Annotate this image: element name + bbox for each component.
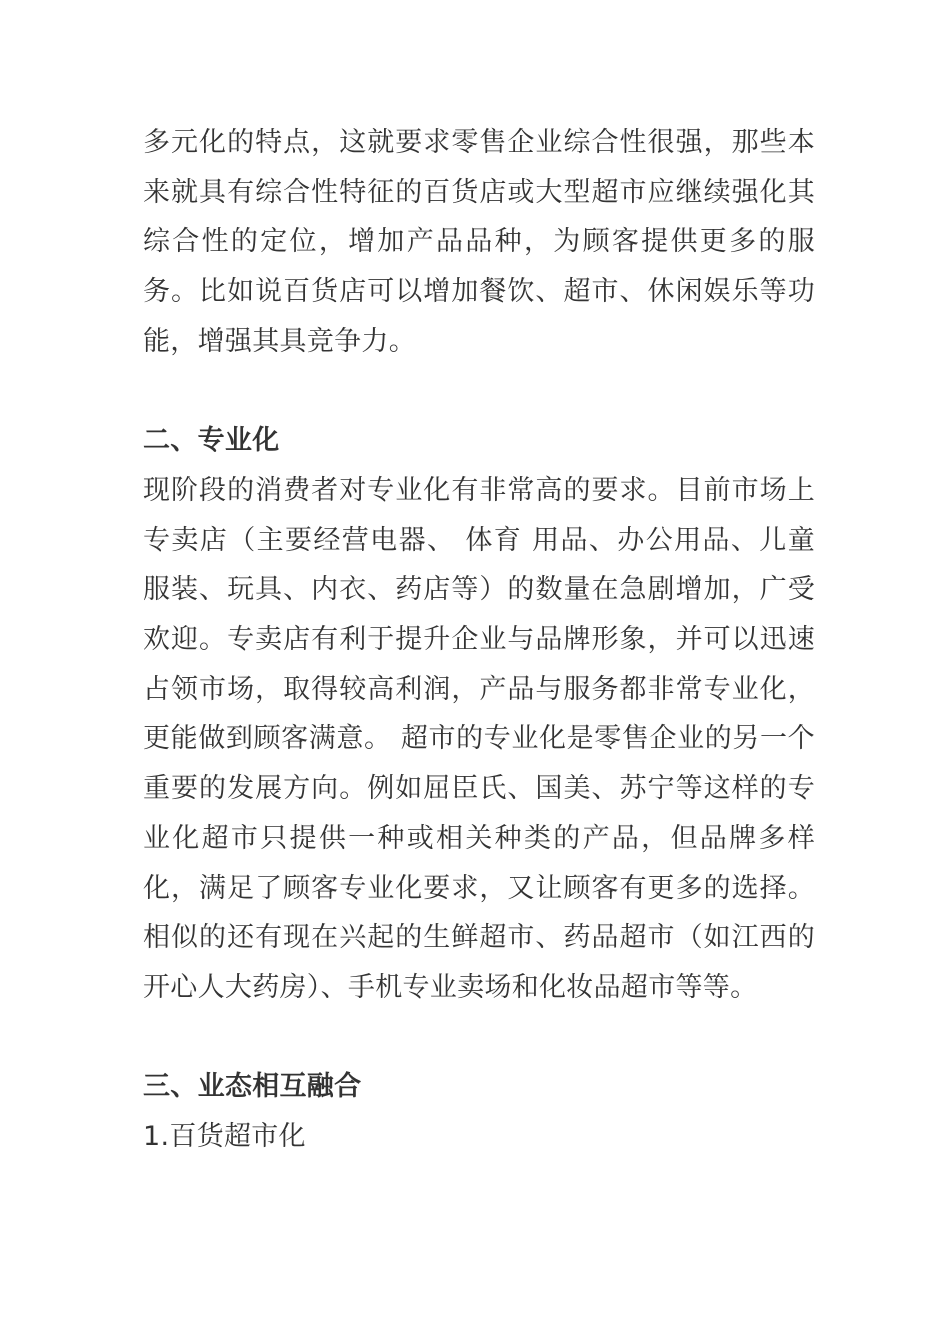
section-heading-specialization: 二、专业化 xyxy=(143,425,280,457)
paragraph-diversification: 多元化的特点，这就要求零售企业综合性很强，那些本来就具有综合性特征的百货店或大型超市应继续强化其综合性的定位，增加产品品种，为顾客提供更多的服务。比如说百货店可以增加餐饮、超市、休闲娱乐等功能，增强其具竞争力。 xyxy=(143,127,815,357)
paragraph-spacer xyxy=(143,367,815,417)
section-heading-format-integration: 三、业态相互融合 xyxy=(143,1071,362,1103)
paragraph-specialization: 现阶段的消费者对专业化有非常高的要求。目前市场上专卖店（主要经营电器、 体育 用品、办公用品、儿童服装、玩具、内衣、药店等）的数量在急剧增加，广受欢迎。专卖店有利于提升企业与品牌形象，并可以迅速占领市场，取得较高利润，产品与服务都非常专业化，更能做到顾客满意。 超市的专业化是零售企业的另一个重要的发展方向。例如屈臣氏、国美、苏宁等这样的专业化超市只提供一种或相关种类的产品，但品牌多样化，满足了顾客专业化要求，又让顾客有更多的选择。相似的还有现在兴起的生鲜超市、药品超市（如江西的开心人大药房）、手机专业卖场和化妆品超市等等。 xyxy=(143,474,815,1003)
subsection-department-store-supermarket: 1.百货超市化 xyxy=(143,1121,306,1153)
paragraph-spacer xyxy=(143,1013,815,1063)
document-body xyxy=(143,118,815,1162)
